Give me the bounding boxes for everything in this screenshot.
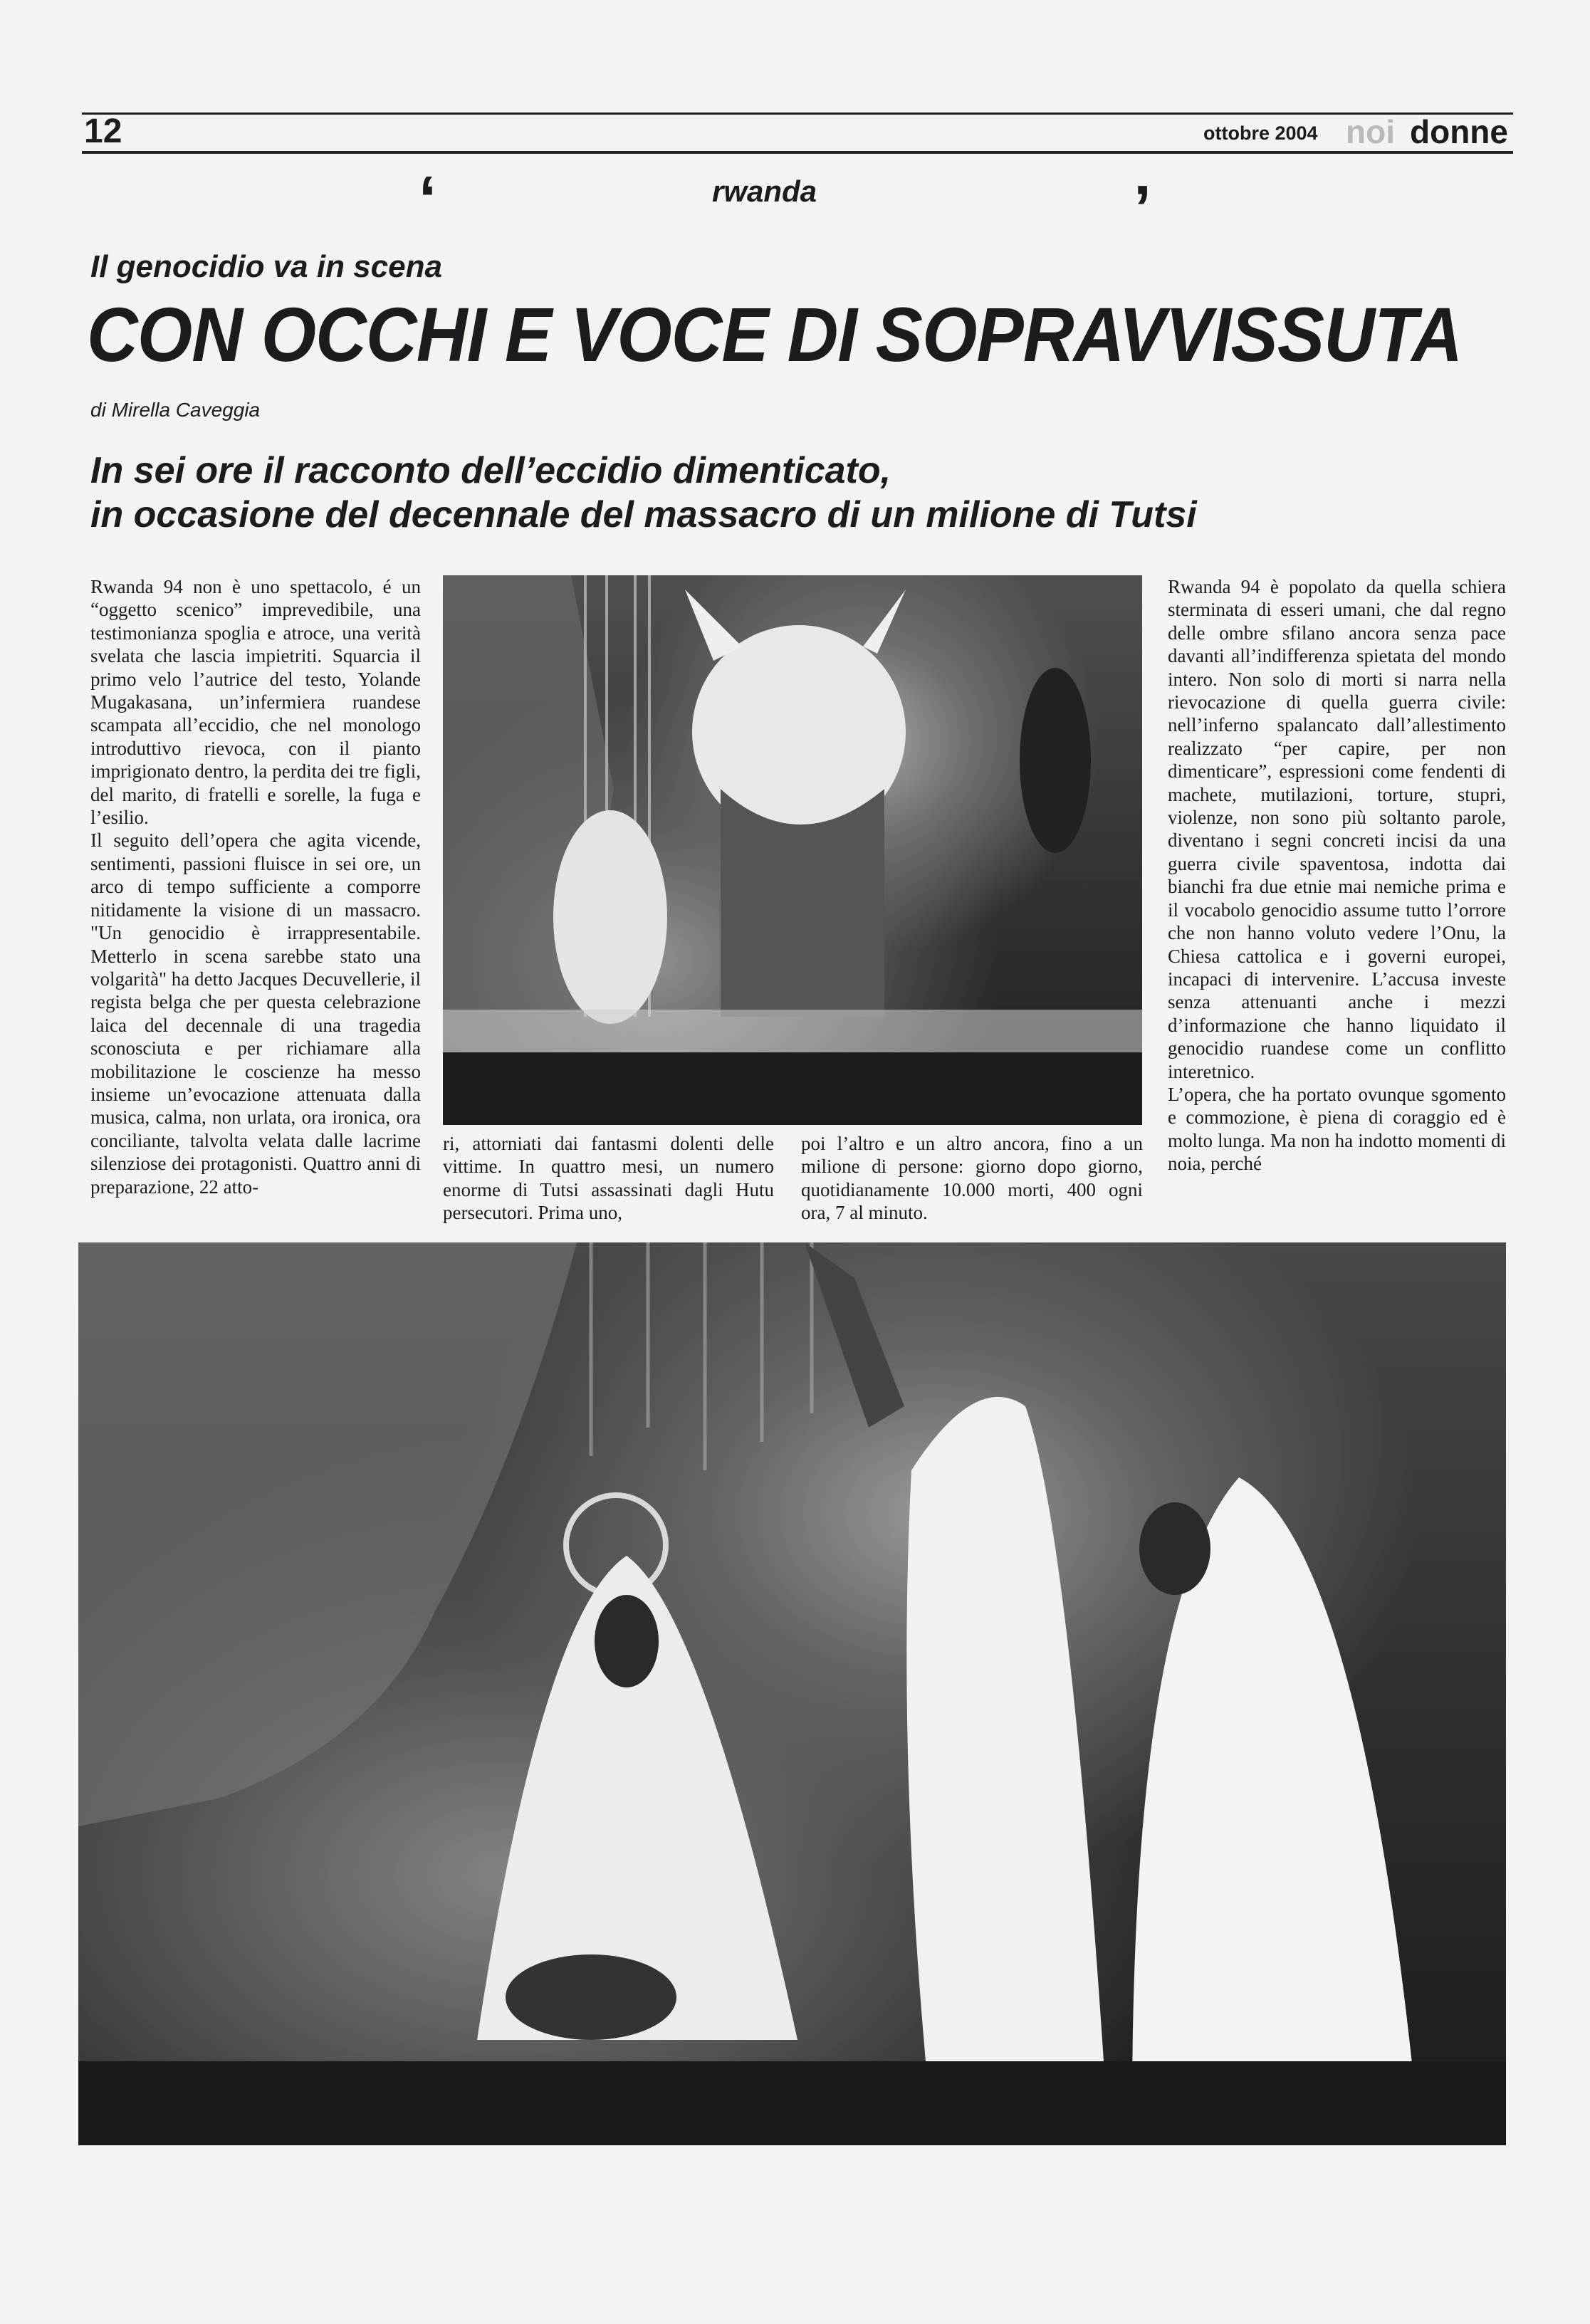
kicker: Il genocidio va in scena bbox=[90, 249, 442, 284]
article-column-3 bbox=[801, 1132, 1143, 1225]
section-close-quote: ’ bbox=[1134, 173, 1152, 244]
col4-paragraph-2: L’opera, che ha portato ovunque sgomento e commozione, è piena di coraggio ed è molto lunga. Ma non ha indotto momenti di noia, perché bbox=[1168, 1083, 1506, 1175]
article-column-4 bbox=[1168, 575, 1506, 1176]
issue-date: ottobre 2004 bbox=[1203, 122, 1318, 144]
subhead-line-2: in occasione del decennale del massacro di un milione di Tutsi bbox=[90, 494, 1197, 535]
col2-paragraph: ri, attorniati dai fantasmi dolenti delle vittime. In quattro mesi, un numero enorme di Tutsi assassinati dagli Hutu persecutori. Prima uno, bbox=[443, 1133, 774, 1224]
article-column-2 bbox=[443, 1132, 774, 1225]
article-column-1 bbox=[90, 575, 421, 1198]
section-open-quote: ‘ bbox=[419, 164, 437, 235]
col4-paragraph-1: Rwanda 94 è popolato da quella schiera sterminata di esseri umani, che dal regno delle ombre sfilano ancora senza pace davanti all’indifferenza spietata del mondo intero. Non solo di morti si narra nella rievocazione di quella guerra civile: nell’inferno spalancato dall’allestimento realizzato “per capire, per non dimenticare”, espressioni come fendenti di machete, mutilazioni, torture, stupri, violenze, non sono più soltanto parole, diventano i segni concreti incisi da una guerra civile spaventosa, indotta dai bianchi fra due etnie mai nemiche prima e il vocabolo genocidio assume tutto l’orrore che non hanno voluto vedere l’Onu, la Chiesa cattolica e i governi europei, incapaci di intervenire. L’accusa investe senza attenuanti anche i mezzi d’informazione che hanno liquidato il genocidio ruandese come un conflitto interetnico. bbox=[1168, 576, 1506, 1082]
masthead-donne: donne bbox=[1410, 113, 1508, 150]
stage-photo-bottom bbox=[78, 1242, 1506, 2145]
subhead-line-1: In sei ore il racconto dell’eccidio dimenticato, bbox=[90, 450, 891, 491]
header-bottom-rule bbox=[82, 151, 1513, 154]
byline: di Mirella Caveggia bbox=[90, 399, 261, 421]
page-number: 12 bbox=[84, 112, 122, 150]
stage-photo-top bbox=[443, 575, 1142, 1125]
masthead-noi: noi bbox=[1346, 113, 1395, 150]
col1-paragraph-1: Rwanda 94 non è uno spettacolo, é un “oggetto scenico” imprevedibile, una testimonianza spoglia e atroce, una verità svelata che lascia impietriti. Squarcia il primo velo l’autrice del testo, Yolande Mugakasana, un’infermiera ruandese scampata all’eccidio, che nel monologo introduttivo rievoca, con il pianto imprigionato dentro, la perdita dei tre figli, del marito, di fratelli e sorelle, la fuga e l’esilio. bbox=[90, 576, 421, 829]
section-label: rwanda bbox=[712, 174, 817, 208]
header-top-rule bbox=[82, 112, 1513, 115]
headline: CON OCCHI E VOCE DI SOPRAVVISSUTA bbox=[87, 291, 1463, 377]
stage-photo-top-illustration bbox=[443, 575, 1142, 1125]
col3-paragraph: poi l’altro e un altro ancora, fino a un milione di persone: giorno dopo giorno, quotidianamente 10.000 morti, 400 ogni ora, 7 al minuto. bbox=[801, 1133, 1143, 1224]
col1-paragraph-2: Il seguito dell’opera che agita vicende, sentimenti, passioni fluisce in sei ore, un arco di tempo sufficiente a comporre nitidamente la visione di un massacro. "Un genocidio è irrappresentabile. Metterlo in scena sarebbe stato una volgarità" ha detto Jacques Decuvellerie, il regista belga che per questa celebrazione laica del decennale di una tragedia sconosciuta e per richiamare alla mobilitazione le coscienze ha messo insieme un’evocazione attenuata dalla musica, calma, non urlata, ora ironica, ora conciliante, talvolta velata dalle lacrime silenziose dei protagonisti. Quattro anni di preparazione, 22 atto- bbox=[90, 829, 421, 1198]
subhead bbox=[90, 449, 1358, 537]
stage-photo-bottom-illustration bbox=[78, 1242, 1506, 2145]
